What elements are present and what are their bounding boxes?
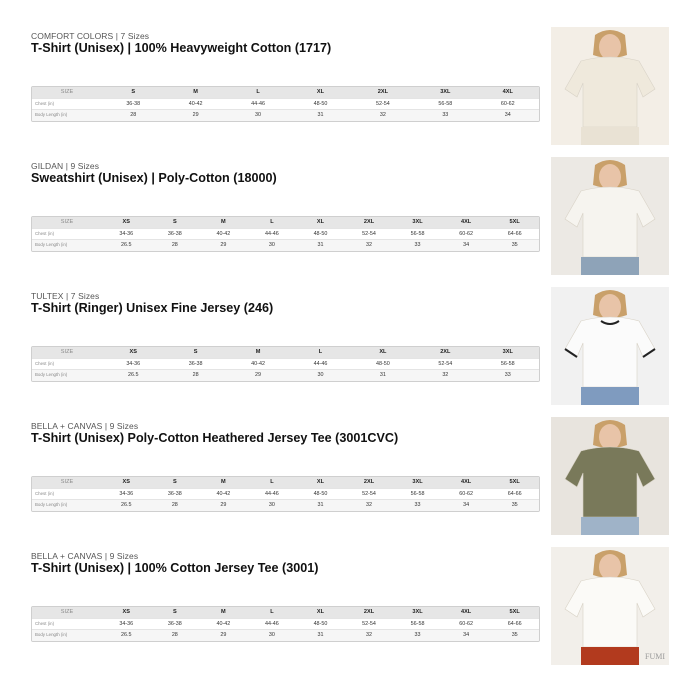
brand-label: TULTEX | 7 Sizes xyxy=(31,291,100,301)
brand-label: COMFORT COLORS | 7 Sizes xyxy=(31,31,150,41)
measurement-cell: 26.5 xyxy=(102,370,164,381)
product-photo xyxy=(551,157,669,275)
measurement-cell: 30 xyxy=(248,240,297,251)
size-header-cell: 4XL xyxy=(442,477,491,488)
measurement-cell: 56-58 xyxy=(414,98,476,110)
measurement-cell: 28 xyxy=(102,110,164,121)
size-header-cell: 2XL xyxy=(352,87,414,98)
size-column-header: SIZE xyxy=(32,87,102,98)
size-chart xyxy=(31,216,540,252)
size-header-row xyxy=(32,87,539,98)
size-table xyxy=(32,477,539,511)
measurement-cell: 29 xyxy=(199,240,248,251)
measurement-cell: 44-46 xyxy=(248,228,297,240)
product-section xyxy=(31,291,671,411)
measurement-cell: 56-58 xyxy=(393,228,442,240)
measurement-cell: 26.5 xyxy=(102,500,151,511)
size-table xyxy=(32,217,539,251)
measurement-cell: 56-58 xyxy=(477,358,539,370)
measurement-label: Chest (in) xyxy=(32,358,102,370)
size-header-cell: 3XL xyxy=(477,347,539,358)
product-title: T-Shirt (Ringer) Unisex Fine Jersey (246) xyxy=(31,301,274,315)
measurement-cell: 35 xyxy=(490,240,539,251)
measurement-cell: 36-38 xyxy=(151,618,200,630)
table-row xyxy=(32,488,539,500)
measurement-cell: 48-50 xyxy=(296,618,345,630)
size-header-cell: XL xyxy=(296,607,345,618)
measurement-cell: 31 xyxy=(296,240,345,251)
measurement-cell: 33 xyxy=(393,240,442,251)
size-header-cell: M xyxy=(199,477,248,488)
size-header-cell: 3XL xyxy=(393,217,442,228)
size-header-row xyxy=(32,477,539,488)
measurement-cell: 31 xyxy=(296,630,345,641)
product-section xyxy=(31,31,671,151)
product-section xyxy=(31,421,671,541)
measurement-label: Chest (in) xyxy=(32,618,102,630)
measurement-cell: 64-66 xyxy=(490,228,539,240)
table-row xyxy=(32,358,539,370)
measurement-cell: 28 xyxy=(164,370,226,381)
measurement-cell: 30 xyxy=(227,110,289,121)
size-table xyxy=(32,347,539,381)
size-header-row xyxy=(32,347,539,358)
product-photo xyxy=(551,417,669,535)
measurement-cell: 32 xyxy=(345,630,394,641)
product-section xyxy=(31,161,671,281)
measurement-label: Body Length (in) xyxy=(32,240,102,251)
measurement-cell: 30 xyxy=(248,500,297,511)
measurement-cell: 56-58 xyxy=(393,618,442,630)
size-chart xyxy=(31,606,540,642)
size-header-cell: S xyxy=(164,347,226,358)
measurement-label: Chest (in) xyxy=(32,98,102,110)
measurement-cell: 28 xyxy=(151,240,200,251)
measurement-cell: 26.5 xyxy=(102,240,151,251)
measurement-label: Chest (in) xyxy=(32,488,102,500)
product-photo xyxy=(551,547,669,665)
measurement-cell: 34 xyxy=(477,110,539,121)
size-header-cell: M xyxy=(227,347,289,358)
measurement-cell: 56-58 xyxy=(393,488,442,500)
measurement-cell: 40-42 xyxy=(164,98,226,110)
measurement-cell: 32 xyxy=(345,500,394,511)
measurement-cell: 60-62 xyxy=(477,98,539,110)
measurement-cell: 60-62 xyxy=(442,228,491,240)
measurement-cell: 28 xyxy=(151,630,200,641)
measurement-label: Body Length (in) xyxy=(32,110,102,121)
size-header-cell: XS xyxy=(102,607,151,618)
size-header-cell: XL xyxy=(352,347,414,358)
measurement-cell: 35 xyxy=(490,630,539,641)
measurement-cell: 34-36 xyxy=(102,618,151,630)
size-header-cell: M xyxy=(164,87,226,98)
measurement-cell: 48-50 xyxy=(289,98,351,110)
table-row xyxy=(32,500,539,511)
measurement-label: Body Length (in) xyxy=(32,370,102,381)
measurement-cell: 34 xyxy=(442,630,491,641)
measurement-cell: 28 xyxy=(151,500,200,511)
size-header-cell: XL xyxy=(289,87,351,98)
svg-text:FUMI: FUMI xyxy=(645,652,666,661)
table-row xyxy=(32,618,539,630)
product-photo xyxy=(551,27,669,145)
measurement-cell: 52-54 xyxy=(345,618,394,630)
measurement-cell: 29 xyxy=(227,370,289,381)
size-header-cell: 5XL xyxy=(490,607,539,618)
brand-label: BELLA + CANVAS | 9 Sizes xyxy=(31,551,139,561)
measurement-cell: 36-38 xyxy=(102,98,164,110)
product-title: T-Shirt (Unisex) | 100% Cotton Jersey Tee (3001) xyxy=(31,561,319,575)
product-section xyxy=(31,551,671,671)
measurement-cell: 36-38 xyxy=(164,358,226,370)
size-header-cell: XS xyxy=(102,347,164,358)
measurement-cell: 32 xyxy=(345,240,394,251)
size-header-cell: 3XL xyxy=(393,607,442,618)
size-header-cell: L xyxy=(227,87,289,98)
measurement-cell: 60-62 xyxy=(442,618,491,630)
measurement-cell: 48-50 xyxy=(296,228,345,240)
size-header-cell: XS xyxy=(102,477,151,488)
measurement-cell: 34-36 xyxy=(102,228,151,240)
size-header-cell: S xyxy=(151,607,200,618)
measurement-cell: 48-50 xyxy=(352,358,414,370)
size-header-cell: L xyxy=(248,217,297,228)
size-chart xyxy=(31,86,540,122)
product-title: T-Shirt (Unisex) | 100% Heavyweight Cotton (1717) xyxy=(31,41,332,55)
size-header-cell: 2XL xyxy=(345,477,394,488)
measurement-cell: 31 xyxy=(289,110,351,121)
measurement-cell: 34-36 xyxy=(102,488,151,500)
measurement-cell: 40-42 xyxy=(199,228,248,240)
product-photo xyxy=(551,287,669,405)
measurement-cell: 44-46 xyxy=(248,618,297,630)
measurement-cell: 40-42 xyxy=(199,618,248,630)
table-row xyxy=(32,110,539,121)
measurement-cell: 29 xyxy=(164,110,226,121)
measurement-cell: 64-66 xyxy=(490,618,539,630)
size-header-cell: 2XL xyxy=(345,217,394,228)
measurement-cell: 44-46 xyxy=(227,98,289,110)
size-column-header: SIZE xyxy=(32,607,102,618)
size-header-cell: 5XL xyxy=(490,217,539,228)
measurement-cell: 44-46 xyxy=(248,488,297,500)
measurement-cell: 33 xyxy=(393,630,442,641)
size-header-cell: 3XL xyxy=(393,477,442,488)
measurement-cell: 40-42 xyxy=(227,358,289,370)
size-column-header: SIZE xyxy=(32,347,102,358)
size-column-header: SIZE xyxy=(32,217,102,228)
size-header-cell: 2XL xyxy=(345,607,394,618)
product-title: Sweatshirt (Unisex) | Poly-Cotton (18000) xyxy=(31,171,277,185)
size-header-cell: L xyxy=(248,607,297,618)
brand-label: BELLA + CANVAS | 9 Sizes xyxy=(31,421,139,431)
measurement-label: Body Length (in) xyxy=(32,630,102,641)
size-header-cell: 4XL xyxy=(477,87,539,98)
measurement-cell: 36-38 xyxy=(151,228,200,240)
measurement-cell: 30 xyxy=(289,370,351,381)
measurement-cell: 36-38 xyxy=(151,488,200,500)
table-row xyxy=(32,240,539,251)
table-row xyxy=(32,98,539,110)
size-header-cell: M xyxy=(199,217,248,228)
measurement-cell: 52-54 xyxy=(345,488,394,500)
measurement-cell: 40-42 xyxy=(199,488,248,500)
size-header-cell: 5XL xyxy=(490,477,539,488)
measurement-cell: 52-54 xyxy=(352,98,414,110)
size-chart xyxy=(31,346,540,382)
size-header-cell: XL xyxy=(296,217,345,228)
measurement-cell: 26.5 xyxy=(102,630,151,641)
product-title: T-Shirt (Unisex) Poly-Cotton Heathered Jersey Tee (3001CVC) xyxy=(31,431,399,445)
measurement-cell: 64-66 xyxy=(490,488,539,500)
measurement-cell: 34 xyxy=(442,500,491,511)
table-row xyxy=(32,370,539,381)
size-header-row xyxy=(32,217,539,228)
size-table xyxy=(32,87,539,121)
size-header-cell: M xyxy=(199,607,248,618)
measurement-cell: 60-62 xyxy=(442,488,491,500)
measurement-cell: 30 xyxy=(248,630,297,641)
measurement-cell: 32 xyxy=(352,110,414,121)
measurement-cell: 33 xyxy=(477,370,539,381)
size-header-cell: 4XL xyxy=(442,607,491,618)
size-table xyxy=(32,607,539,641)
measurement-cell: 29 xyxy=(199,500,248,511)
table-row xyxy=(32,630,539,641)
size-header-cell: L xyxy=(248,477,297,488)
measurement-cell: 31 xyxy=(352,370,414,381)
table-row xyxy=(32,228,539,240)
brand-label: GILDAN | 9 Sizes xyxy=(31,161,100,171)
size-header-cell: 2XL xyxy=(414,347,476,358)
size-header-cell: XL xyxy=(296,477,345,488)
measurement-cell: 31 xyxy=(296,500,345,511)
size-header-cell: S xyxy=(151,477,200,488)
size-header-cell: S xyxy=(102,87,164,98)
measurement-cell: 44-46 xyxy=(289,358,351,370)
size-column-header: SIZE xyxy=(32,477,102,488)
measurement-cell: 34-36 xyxy=(102,358,164,370)
measurement-cell: 34 xyxy=(442,240,491,251)
measurement-cell: 48-50 xyxy=(296,488,345,500)
measurement-cell: 52-54 xyxy=(345,228,394,240)
size-chart xyxy=(31,476,540,512)
size-header-cell: S xyxy=(151,217,200,228)
size-header-cell: L xyxy=(289,347,351,358)
measurement-cell: 33 xyxy=(414,110,476,121)
measurement-cell: 35 xyxy=(490,500,539,511)
measurement-label: Body Length (in) xyxy=(32,500,102,511)
measurement-cell: 32 xyxy=(414,370,476,381)
measurement-cell: 29 xyxy=(199,630,248,641)
size-header-cell: 4XL xyxy=(442,217,491,228)
size-header-cell: 3XL xyxy=(414,87,476,98)
measurement-cell: 52-54 xyxy=(414,358,476,370)
size-header-cell: XS xyxy=(102,217,151,228)
measurement-cell: 33 xyxy=(393,500,442,511)
measurement-label: Chest (in) xyxy=(32,228,102,240)
size-header-row xyxy=(32,607,539,618)
